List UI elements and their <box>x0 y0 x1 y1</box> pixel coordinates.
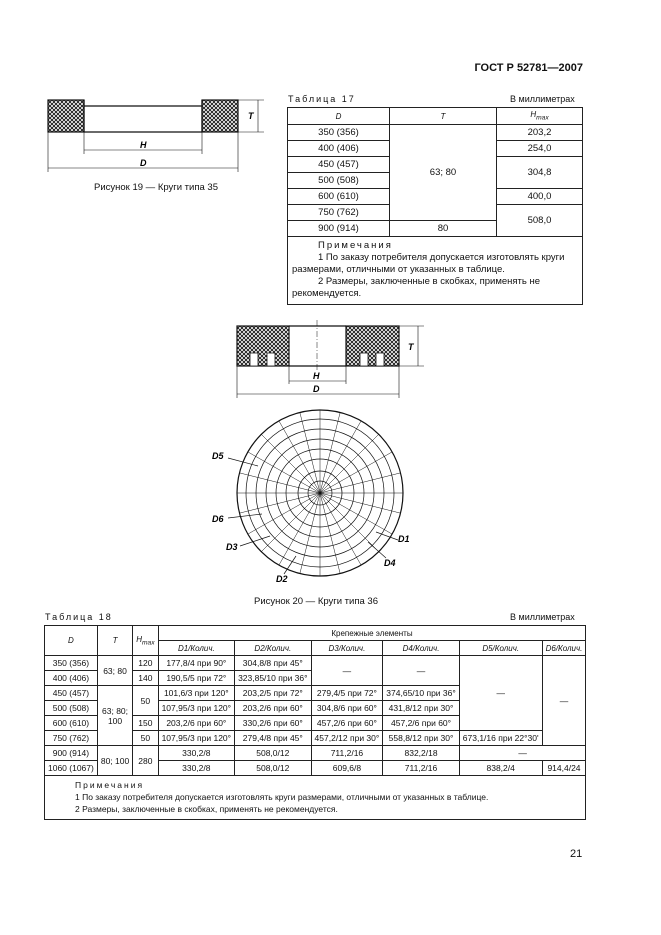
t18-d2-5: 279,4/8 при 45° <box>235 731 311 746</box>
t18-d3-3: 457,2/6 при 60° <box>311 716 383 731</box>
t18-d4-2: 431,8/12 при 30° <box>383 701 459 716</box>
figure-20-caption: Рисунок 20 — Круги типа 36 <box>254 596 378 607</box>
t18-d-5: 750 (762) <box>45 731 98 746</box>
t17-d-6: 900 (914) <box>288 221 390 237</box>
t17-t-0: 63; 80 <box>390 125 497 221</box>
t18-d4-4: 558,8/12 при 30° <box>383 731 459 746</box>
table-18-units: В миллиметрах <box>510 612 575 622</box>
t17-note-2: 2 Размеры, заключенные в скобках, применять не рекомендуется. <box>292 276 541 299</box>
t17-d-1: 400 (406) <box>288 141 390 157</box>
t18-d4-0: — <box>383 656 459 686</box>
t17-d-3: 500 (508) <box>288 173 390 189</box>
t17-header-t: T <box>390 108 497 125</box>
t18-header-d5: D5/Колич. <box>459 641 542 656</box>
t18-d1-7: 330,2/8 <box>158 761 234 776</box>
t17-h-0: 203,2 <box>497 125 583 141</box>
t18-header-h: $H_{max}$ <box>133 626 158 656</box>
t17-d-0: 350 (356) <box>288 125 390 141</box>
t18-d1-0: 177,8/4 при 90° <box>158 656 234 671</box>
t18-d2-2: 203,2/5 при 72° <box>235 686 311 701</box>
t17-d-4: 600 (610) <box>288 189 390 205</box>
t18-d1-6: 330,2/8 <box>158 746 234 761</box>
t18-h-5: 280 <box>133 746 158 776</box>
t18-header-d1: D1/Колич. <box>158 641 234 656</box>
t18-h-2: 50 <box>133 686 158 716</box>
t18-d2-3: 203,2/6 при 60° <box>235 701 311 716</box>
t18-h-1: 140 <box>133 671 158 686</box>
fig19-label-h: H <box>140 140 147 150</box>
fig20-label-d1: D1 <box>398 534 410 544</box>
t18-d2-6: 508,0/12 <box>235 746 311 761</box>
t18-d4-3: 457,2/6 при 60° <box>383 716 459 731</box>
table-17 <box>287 107 583 305</box>
t18-h-0: 120 <box>133 656 158 671</box>
fig20-label-d6: D6 <box>212 514 224 524</box>
t18-d3-4: 457,2/12 при 30° <box>311 731 383 746</box>
fig20-label-t: T <box>408 342 414 352</box>
t17-header-d: D <box>288 108 390 125</box>
t18-d1-3: 107,95/3 при 120° <box>158 701 234 716</box>
t18-d1-5: 107,95/3 при 120° <box>158 731 234 746</box>
table-17-units: В миллиметрах <box>510 94 575 104</box>
t18-d3-2: 304,8/6 при 60° <box>311 701 383 716</box>
figure-20-drawing <box>200 318 440 588</box>
t18-d2-4: 330,2/6 при 60° <box>235 716 311 731</box>
table-18-title: Таблица 18 <box>45 612 113 622</box>
t18-d1-1: 190,5/5 при 72° <box>158 671 234 686</box>
t18-t-0: 63; 80 <box>97 656 132 686</box>
fig19-label-d: D <box>140 158 147 168</box>
t17-h-3: 400,0 <box>497 189 583 205</box>
t17-notes <box>288 237 583 305</box>
t18-d6-1: 914,4/24 <box>542 761 586 776</box>
t17-t-1: 80 <box>390 221 497 237</box>
t18-d-0: 350 (356) <box>45 656 98 671</box>
t17-h-1: 254,0 <box>497 141 583 157</box>
t17-header-h: $H_{max}$ <box>497 108 583 125</box>
fig20-label-d: D <box>313 384 320 394</box>
t18-header-d4: D4/Колич. <box>383 641 459 656</box>
t18-header-t: T <box>97 626 132 656</box>
t18-d5-0: — <box>459 656 542 731</box>
t18-d3-1: 279,4/5 при 72° <box>311 686 383 701</box>
t18-d-7: 1060 (1067) <box>45 761 98 776</box>
t17-h-4: 508,0 <box>497 205 583 237</box>
page-number: 21 <box>570 848 583 860</box>
t18-header-group: Крепежные элементы <box>158 626 586 641</box>
standard-header: ГОСТ Р 52781—2007 <box>474 62 583 74</box>
t17-note-1: 1 По заказу потребителя допускается изготовлять круги размерами, отличными от указанных в таблице. <box>292 252 565 275</box>
t18-d5-2: — <box>459 746 586 761</box>
t17-notes-title: Примечания <box>318 240 393 251</box>
fig20-label-d2: D2 <box>276 574 288 584</box>
t18-d1-4: 203,2/6 при 60° <box>158 716 234 731</box>
t18-t-1: 63; 80; 100 <box>97 686 132 746</box>
t18-d-4: 600 (610) <box>45 716 98 731</box>
t18-t-2: 80; 100 <box>97 746 132 776</box>
t18-d2-7: 508,0/12 <box>235 761 311 776</box>
table-18 <box>44 625 586 820</box>
figure-19-caption: Рисунок 19 — Круги типа 35 <box>94 182 218 193</box>
t18-d3-6: 609,6/8 <box>311 761 383 776</box>
t18-d4-6: 711,2/16 <box>383 761 459 776</box>
t18-d-1: 400 (406) <box>45 671 98 686</box>
t18-notes <box>45 776 586 820</box>
fig20-label-d5: D5 <box>212 451 224 461</box>
t18-d2-1: 323,85/10 при 36° <box>235 671 311 686</box>
t17-d-5: 750 (762) <box>288 205 390 221</box>
t18-header-d6: D6/Колич. <box>542 641 586 656</box>
fig20-label-d3: D3 <box>226 542 238 552</box>
figure-19-drawing <box>40 92 270 177</box>
fig19-label-t: T <box>248 111 254 121</box>
t18-header-d: D <box>45 626 98 656</box>
t18-d5-3: 838,2/4 <box>459 761 542 776</box>
table-17-title: Таблица 17 <box>288 94 356 104</box>
t17-d-2: 450 (457) <box>288 157 390 173</box>
t18-header-d3: D3/Колич. <box>311 641 383 656</box>
t18-d4-5: 832,2/18 <box>383 746 459 761</box>
t18-d2-0: 304,8/8 при 45° <box>235 656 311 671</box>
t18-d4-1: 374,65/10 при 36° <box>383 686 459 701</box>
t18-d-2: 450 (457) <box>45 686 98 701</box>
t18-d6-0: — <box>542 656 586 746</box>
t18-header-d2: D2/Колич. <box>235 641 311 656</box>
t18-h-4: 50 <box>133 731 158 746</box>
fig20-label-d4: D4 <box>384 558 396 568</box>
t18-note-2: 2 Размеры, заключенные в скобках, применять не рекомендуется. <box>75 804 338 814</box>
t18-d3-0: — <box>311 656 383 686</box>
t18-d-6: 900 (914) <box>45 746 98 761</box>
t18-d5-1: 673,1/16 при 22°30' <box>459 731 542 746</box>
t18-d1-2: 101,6/3 при 120° <box>158 686 234 701</box>
t18-note-1: 1 По заказу потребителя допускается изготовлять круги размерами, отличными от указанных в таблице. <box>75 792 489 802</box>
t18-notes-title: Примечания <box>75 780 145 790</box>
t17-h-2: 304,8 <box>497 157 583 189</box>
fig20-label-h: H <box>313 371 320 381</box>
t18-d-3: 500 (508) <box>45 701 98 716</box>
t18-d3-5: 711,2/16 <box>311 746 383 761</box>
t18-h-3: 150 <box>133 716 158 731</box>
